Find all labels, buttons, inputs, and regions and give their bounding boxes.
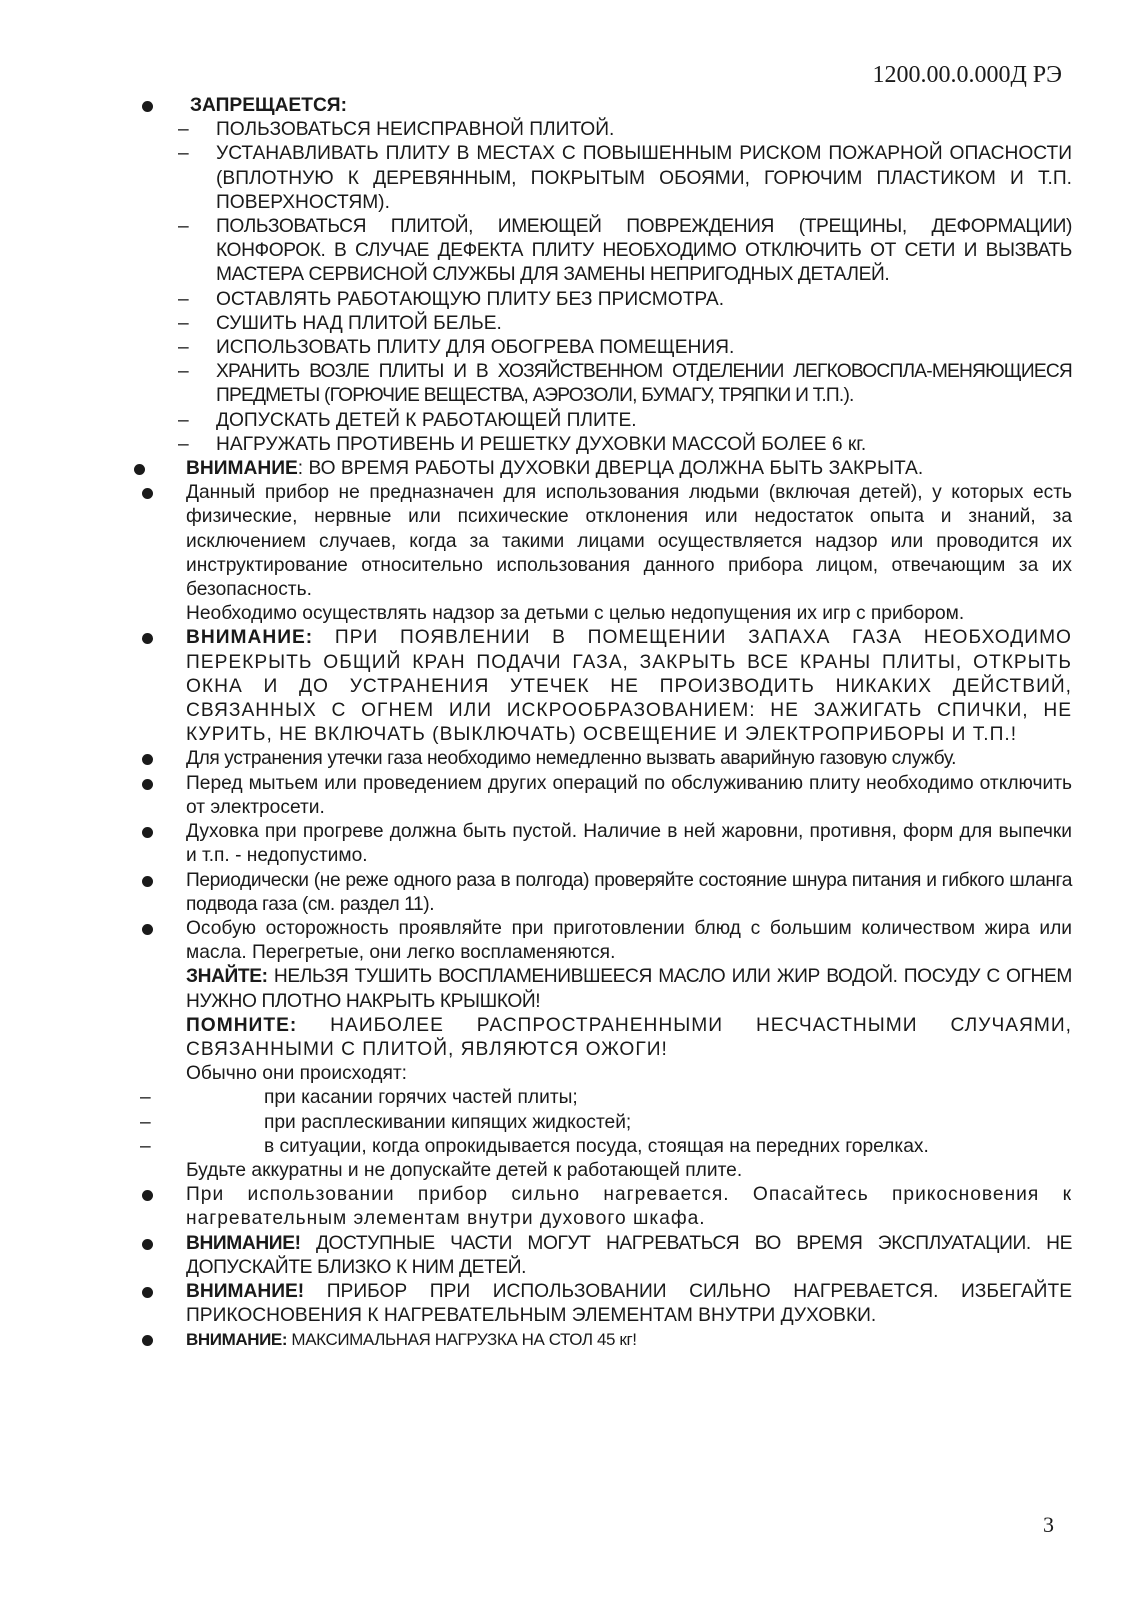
- oven-empty-block: Духовка при прогреве должна быть пустой. Наличие в ней жаровни, противня, форм для выпечки и т.п. - недопустимо.: [140, 820, 1072, 868]
- list-item: – ПОЛЬЗОВАТЬСЯ НЕИСПРАВНОЙ ПЛИТОЙ.: [186, 118, 1072, 142]
- hot-parts-block: ВНИМАНИЕ! ДОСТУПНЫЕ ЧАСТИ МОГУТ НАГРЕВАТЬСЯ ВО ВРЕМЯ ЭКСПЛУАТАЦИИ. НЕ ДОПУСКАЙТЕ БЛИЗКО К НИМ ДЕТЕЙ.: [140, 1232, 1072, 1280]
- bullet-icon: [142, 633, 153, 644]
- bullet-icon: [142, 1190, 153, 1201]
- max-load-block: ВНИМАНИЕ: МАКСИМАЛЬНАЯ НАГРУЗКА НА СТОЛ 45 кг!: [140, 1328, 1072, 1352]
- heats-up-block: При использовании прибор сильно нагревается. Опасайтесь прикосновения к нагревательным элементам внутри духового шкафа.: [140, 1183, 1072, 1231]
- list-item: – ОСТАВЛЯТЬ РАБОТАЮЩУЮ ПЛИТУ БЕЗ ПРИСМОТРА.: [186, 288, 1072, 312]
- page-number: 3: [1043, 1512, 1054, 1537]
- bullet-icon: [142, 1335, 153, 1346]
- dash-icon: –: [178, 119, 189, 141]
- attention-label: ВНИМАНИЕ:: [186, 627, 314, 649]
- bullet-icon: [142, 1287, 153, 1298]
- dash-icon: –: [178, 143, 189, 165]
- remember-label: ПОМНИТЕ:: [186, 1014, 298, 1036]
- list-item: – ИСПОЛЬЗОВАТЬ ПЛИТУ ДЛЯ ОБОГРЕВА ПОМЕЩЕНИЯ.: [186, 336, 1072, 360]
- bullet-icon: [142, 827, 153, 838]
- list-item: – ДОПУСКАТЬ ДЕТЕЙ К РАБОТАЮЩЕЙ ПЛИТЕ.: [186, 409, 1072, 433]
- list-item: – ПОЛЬЗОВАТЬСЯ ПЛИТОЙ, ИМЕЮЩЕЙ ПОВРЕЖДЕНИЯ (ТРЕЩИНЫ, ДЕФОРМАЦИИ) КОНФОРОК. В СЛУЧАЕ ДЕФЕКТА ПЛИТУ НЕОБХОДИМО ОТКЛЮЧИТЬ ОТ СЕТИ И ВЫЗВАТЬ МАСТЕРА СЕРВИСНОЙ СЛУЖБЫ ДЛЯ ЗАМЕНЫ НЕПРИГОДНЫХ ДЕТАЛЕЙ.: [178, 216, 1072, 286]
- attention-label: ВНИМАНИЕ: [186, 458, 298, 480]
- attention-door-block: ВНИМАНИЕ: ВО ВРЕМЯ РАБОТЫ ДУХОВКИ ДВЕРЦА ДОЛЖНА БЫТЬ ЗАКРЫТА.: [132, 457, 1072, 481]
- bullet-icon: [142, 754, 153, 765]
- attention-label: ВНИМАНИЕ!: [186, 1232, 301, 1254]
- dash-icon: –: [178, 312, 189, 334]
- prohibited-title: ЗАПРЕЩАЕТСЯ:: [190, 95, 347, 116]
- know-label: ЗНАЙТЕ:: [186, 966, 268, 988]
- dash-icon: –: [140, 1087, 151, 1109]
- bullet-icon: [142, 876, 153, 887]
- dash-icon: –: [178, 216, 189, 238]
- safety-content: [140, 94, 1072, 1353]
- hot-device-block: ВНИМАНИЕ! ПРИБОР ПРИ ИСПОЛЬЗОВАНИИ СИЛЬНО НАГРЕВАЕТСЯ. ИЗБЕГАЙТЕ ПРИКОСНОВЕНИЯ К НАГРЕВАТЕЛЬНЫМ ЭЛЕМЕНТАМ ВНУТРИ ДУХОВКИ.: [140, 1280, 1072, 1328]
- list-item: – НАГРУЖАТЬ ПРОТИВЕНЬ И РЕШЕТКУ ДУХОВКИ МАССОЙ БОЛЕЕ 6 кг.: [186, 433, 1072, 457]
- gas-smell-block: ВНИМАНИЕ: ПРИ ПОЯВЛЕНИИ В ПОМЕЩЕНИИ ЗАПАХА ГАЗА НЕОБХОДИМО ПЕРЕКРЫТЬ ОБЩИЙ КРАН ПОДАЧИ ГАЗА, ЗАКРЫТЬ ВСЕ КРАНЫ ПЛИТЫ, ОТКРЫТЬ ОКНА И ДО УСТРАНЕНИЯ УТЕЧЕК НЕ ПРОИЗВОДИТЬ НИКАКИХ ДЕЙСТВИЙ, СВЯЗАННЫХ С ОГНЕМ ИЛИ ИСКРООБРАЗОВАНИЕМ: НЕ ЗАЖИГАТЬ СПИЧКИ, НЕ КУРИТЬ, НЕ ВКЛЮЧАТЬ (ВЫКЛЮЧАТЬ) ОСВЕЩЕНИЕ И ЭЛЕКТРОПРИБОРЫ И Т.П.!: [140, 626, 1072, 747]
- fat-care-block: Особую осторожность проявляйте при приготовлении блюд с большим количеством жира или масла. Перегретые, они легко воспламеняются. ЗНАЙТЕ: НЕЛЬЗЯ ТУШИТЬ ВОСПЛАМЕНИВШЕЕСЯ МАСЛО ИЛИ ЖИР ВОДОЙ. ПОСУДУ С ОГНЕМ НУЖНО ПЛОТНО НАКРЫТЬ КРЫШКОЙ! ПОМНИТЕ: НАИБОЛЕЕ РАСПРОСТРАНЕННЫМИ НЕСЧАСТНЫМИ СЛУЧАЯМИ, СВЯЗАННЫМИ С ПЛИТОЙ, ЯВЛЯЮТСЯ ОЖОГИ! Обычно они происходят: – при касании горячих частей плиты; – при расплескивании кипящих жидкостей; – в ситуации, когда опрокидывается посуда, стоящая на передних горелках. Будьте аккуратны и не допускайте детей к работающей плите.: [140, 917, 1072, 1181]
- list-item: – ХРАНИТЬ ВОЗЛЕ ПЛИТЫ И В ХОЗЯЙСТВЕННОМ ОТДЕЛЕНИИ ЛЕГКОВОСПЛА-МЕНЯЮЩИЕСЯ ПРЕДМЕТЫ (ГОРЮЧИЕ ВЕЩЕСТВА, АЭРОЗОЛИ, БУМАГУ, ТРЯПКИ И Т.П.).: [178, 361, 1072, 407]
- dash-icon: –: [178, 288, 189, 310]
- dash-icon: –: [178, 337, 189, 359]
- list-item: – при касании горячих частей плиты;: [140, 1086, 1072, 1110]
- dash-icon: –: [178, 361, 189, 383]
- children-use-block: Данный прибор не предназначен для использования людьми (включая детей), у которых есть физические, нервные или психические отклонения или недостаток опыта и знаний, за исключением случаев, когда за такими лицами осуществляется надзор или проводится их инструктирование относительно использования данного прибора лицом, отвечающим за их безопасность. Необходимо осуществлять надзор за детьми с целью недопущения их игр с прибором.: [140, 481, 1072, 626]
- bullet-icon: [142, 924, 153, 935]
- list-item: – при расплескивании кипящих жидкостей;: [140, 1111, 1072, 1135]
- bullet-icon: [142, 488, 153, 499]
- attention-label: ВНИМАНИЕ!: [186, 1280, 305, 1302]
- dash-icon: –: [178, 433, 189, 455]
- list-item: – в ситуации, когда опрокидывается посуда, стоящая на передних горелках.: [140, 1135, 1072, 1159]
- prohibited-block: [140, 94, 1072, 457]
- bullet-icon: [142, 101, 153, 112]
- bullet-icon: [142, 779, 153, 790]
- cord-check-block: Периодически (не реже одного раза в полгода) проверяйте состояние шнура питания и гибкого шланга подвода газа (см. раздел 11).: [140, 869, 1072, 917]
- attention-label: ВНИМАНИЕ:: [186, 1330, 288, 1350]
- bullet-icon: [142, 1239, 153, 1250]
- dash-icon: –: [178, 409, 189, 431]
- gas-leak-block: Для устранения утечки газа необходимо немедленно вызвать аварийную газовую службу.: [140, 747, 1072, 771]
- list-item: – УСТАНАВЛИВАТЬ ПЛИТУ В МЕСТАХ С ПОВЫШЕННЫМ РИСКОМ ПОЖАРНОЙ ОПАСНОСТИ (ВПЛОТНУЮ К ДЕРЕВЯННЫМ, ПОКРЫТЫМ ОБОЯМИ, ГОРЮЧИМ ПЛАСТИКОМ И Т.П. ПОВЕРХНОСТЯМ).: [178, 143, 1072, 213]
- document-code: 1200.00.0.000Д РЭ: [872, 62, 1062, 88]
- dash-icon: –: [140, 1111, 151, 1133]
- list-item: – СУШИТЬ НАД ПЛИТОЙ БЕЛЬЕ.: [186, 312, 1072, 336]
- cleaning-block: Перед мытьем или проведением других операций по обслуживанию плиту необходимо отключить от электросети.: [140, 772, 1072, 820]
- bullet-icon: [134, 464, 145, 475]
- dash-icon: –: [140, 1135, 151, 1157]
